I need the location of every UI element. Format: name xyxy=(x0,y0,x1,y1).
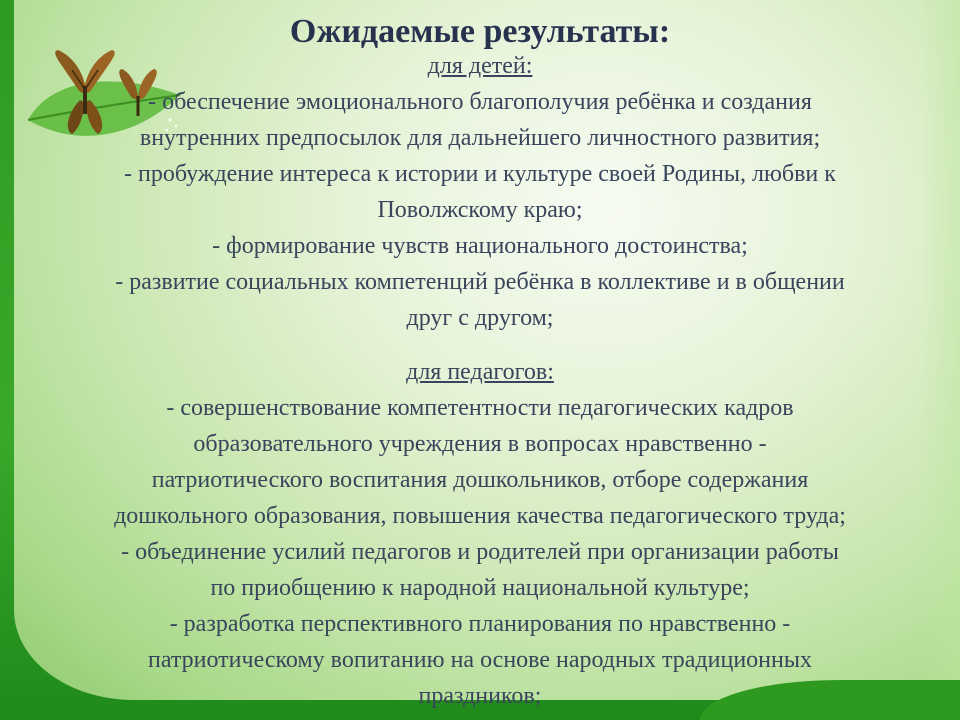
teachers-line: праздников; xyxy=(418,683,542,709)
children-heading: для детей: xyxy=(427,53,533,79)
teachers-line: - совершенствование компетентности педагогических кадров xyxy=(166,395,794,421)
children-line: друг с другом; xyxy=(406,305,554,331)
teachers-line: - объединение усилий педагогов и родителей при организации работы xyxy=(121,539,839,565)
results-body xyxy=(0,48,960,714)
section-gap xyxy=(0,336,960,354)
children-line: - пробуждение интереса к истории и культуре своей Родины, любви к xyxy=(124,161,836,187)
teachers-line: - разработка перспективного планирования по нравственно - xyxy=(169,611,791,637)
teachers-line: патриотического воспитания дошкольников, отборе содержания xyxy=(151,467,809,493)
children-line: Поволжскому краю; xyxy=(377,197,583,223)
children-line: - обеспечение эмоционального благополучия ребёнка и создания xyxy=(148,89,812,115)
teachers-line: патриотическому вопитанию на основе народных традиционных xyxy=(148,647,812,673)
teachers-line: образовательного учреждения в вопросах нравственно - xyxy=(193,431,767,457)
teachers-line: по приобщению к народной национальной культуре; xyxy=(210,575,750,601)
teachers-heading: для педагогов: xyxy=(406,359,554,385)
children-line: - формирование чувств национального достоинства; xyxy=(212,233,748,259)
children-line: - развитие социальных компетенций ребёнка в коллективе и в общении xyxy=(115,269,845,295)
slide-title: Ожидаемые результаты: xyxy=(289,13,671,50)
teachers-line: дошкольного образования, повышения качества педагогического труда; xyxy=(114,503,846,529)
children-line: внутренних предпосылок для дальнейшего личностного развития; xyxy=(139,125,821,151)
